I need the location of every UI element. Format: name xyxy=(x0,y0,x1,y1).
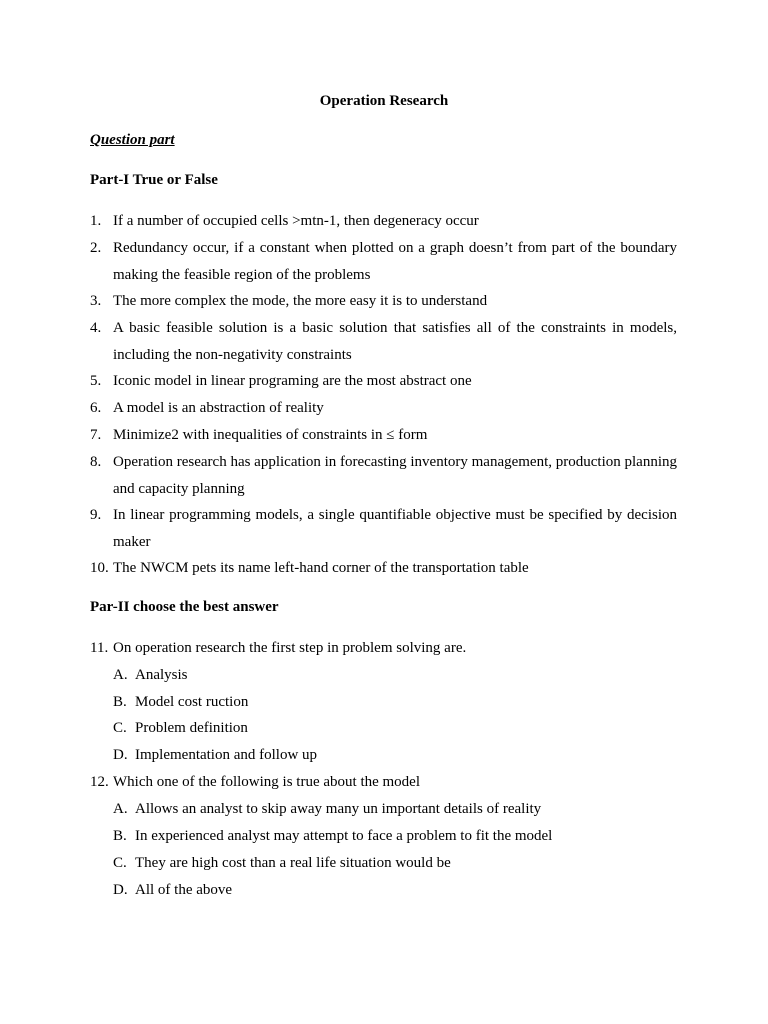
option-12c xyxy=(113,853,451,873)
item-text: A basic feasible solution is a basic solution that satisfies all of the constraints in models, including the non-negativity constraints xyxy=(113,320,677,363)
option-text: Implementation and follow up xyxy=(135,747,318,763)
option-letter: C. xyxy=(113,720,127,736)
option-letter: B. xyxy=(113,828,127,844)
option-12a xyxy=(113,799,541,819)
option-letter: A. xyxy=(113,801,128,817)
item-text: The more complex the mode, the more easy it is to understand xyxy=(113,293,488,309)
question-number: 11. xyxy=(90,640,109,656)
item-number: 7. xyxy=(90,427,102,443)
option-letter: A. xyxy=(113,667,128,683)
item-text: Operation research has application in forecasting inventory management, production planning and capacity planning xyxy=(113,454,677,497)
question-text: On operation research the first step in problem solving are. xyxy=(113,640,467,656)
mc-question-12 xyxy=(90,769,677,796)
option-12b xyxy=(113,826,552,846)
item-number: 3. xyxy=(90,293,102,309)
item-text: The NWCM pets its name left-hand corner of the transportation table xyxy=(113,560,529,576)
tf-item-10 xyxy=(90,555,677,582)
item-text: Minimize2 with inequalities of constraints in ≤ form xyxy=(113,427,428,443)
option-text: In experienced analyst may attempt to face a problem to fit the model xyxy=(135,828,553,844)
question-text: Which one of the following is true about the model xyxy=(113,774,421,790)
option-letter: C. xyxy=(113,855,127,871)
question-part-label: Question part xyxy=(90,132,175,148)
tf-item-7 xyxy=(90,422,677,449)
item-number: 8. xyxy=(90,454,102,470)
item-text: Iconic model in linear programing are the most abstract one xyxy=(113,373,472,389)
option-text: They are high cost than a real life situation would be xyxy=(135,855,451,871)
option-text: Analysis xyxy=(135,667,188,683)
tf-item-4 xyxy=(90,315,677,368)
item-text: Redundancy occur, if a constant when plotted on a graph doesn’t from part of the boundary making the feasible region of the problems xyxy=(113,240,677,283)
item-number: 1. xyxy=(90,213,102,229)
item-text: In linear programming models, a single quantifiable objective must be specified by decision maker xyxy=(113,507,677,550)
option-11d xyxy=(113,745,317,765)
option-text: Allows an analyst to skip away many un important details of reality xyxy=(135,801,542,817)
tf-item-5 xyxy=(90,368,677,395)
item-text: A model is an abstraction of reality xyxy=(113,400,324,416)
part2-heading: Par-II choose the best answer xyxy=(90,599,279,615)
item-number: 4. xyxy=(90,320,102,336)
tf-item-6 xyxy=(90,395,677,422)
option-text: All of the above xyxy=(135,882,233,898)
tf-item-8 xyxy=(90,449,677,502)
item-text: If a number of occupied cells >mtn-1, then degeneracy occur xyxy=(113,213,479,229)
item-number: 9. xyxy=(90,507,102,523)
option-letter: B. xyxy=(113,694,127,710)
option-12d xyxy=(113,880,232,900)
item-number: 10. xyxy=(90,560,109,576)
question-number: 12. xyxy=(90,774,109,790)
option-text: Model cost ruction xyxy=(135,694,249,710)
part1-heading: Part-I True or False xyxy=(90,172,218,188)
tf-item-1 xyxy=(90,208,677,235)
tf-item-9 xyxy=(90,502,677,555)
mc-question-11 xyxy=(90,635,677,662)
option-11b xyxy=(113,692,248,712)
tf-item-3 xyxy=(90,288,677,315)
option-letter: D. xyxy=(113,882,128,898)
item-number: 2. xyxy=(90,240,102,256)
option-letter: D. xyxy=(113,747,128,763)
option-text: Problem definition xyxy=(135,720,248,736)
item-number: 5. xyxy=(90,373,102,389)
option-11a xyxy=(113,665,188,685)
document-title: Operation Research xyxy=(319,93,449,109)
tf-item-2 xyxy=(90,235,677,288)
option-11c xyxy=(113,718,248,738)
item-number: 6. xyxy=(90,400,102,416)
